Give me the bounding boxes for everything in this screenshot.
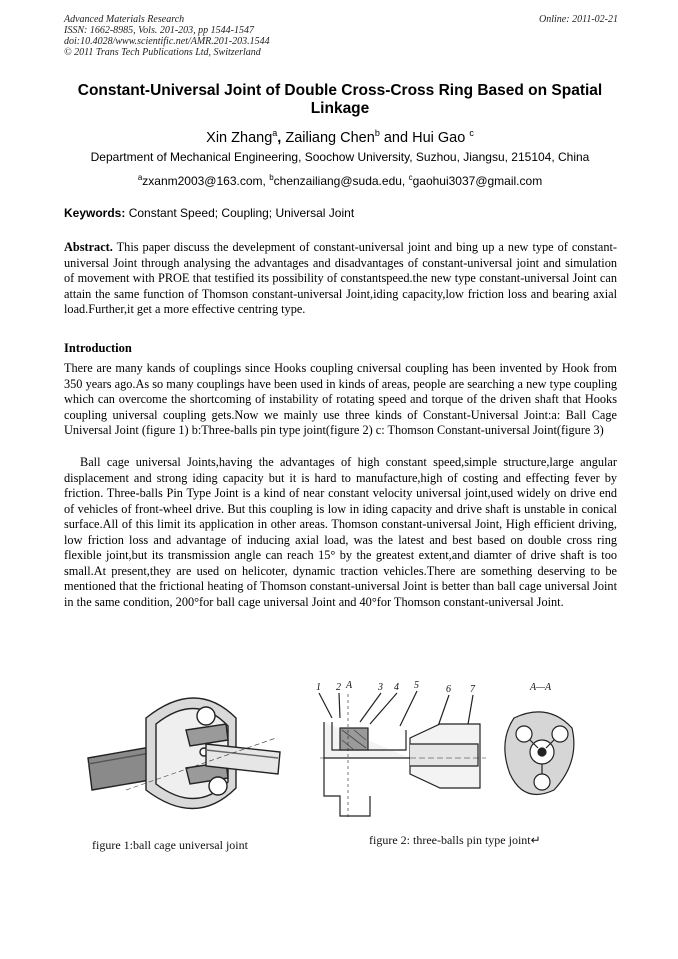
email-superscript: b <box>269 173 274 182</box>
author-list <box>62 125 618 147</box>
section-label: A—A <box>530 682 552 693</box>
keywords <box>64 206 618 220</box>
intro-paragraph-2: Ball cage universal Joints,having the advantages of high constant speed,simple structure,large angular displacement and strong iding capacity but it is hard to manufacture,high of costing and effecting fever by friction. Three-balls Pin Type Joint is a kind of near constant velocity universal joint,used widely on drive end of vehicles of front-wheel drive. But this coupling is low in iding capacity and drive shaft is unstable in conical surface.All of this limit its application in other areas. Thomson constant-universal Joint, High efficient driving, low friction loss and advantage of inducing axial load, was the latest and best based on double cross ring flexible joint,but its transmission angle can reach 15° by the greatest extent,and diamter of drive shaft is too small.At present,they are used on helicoter, dynamic traction vehicles.There are something deserving to be mentioned that the frictional heating of Thomson constant-universal Joint is better than ball cage universal Joint in the same condition, 200°for ball cage universal Joint and 40°for Thomson constant-universal Joint. <box>64 455 617 609</box>
callout-label: 1 <box>316 682 321 693</box>
abstract <box>64 240 617 318</box>
author-separator: , <box>277 129 286 146</box>
section-heading-introduction: Introduction <box>64 341 132 355</box>
callout-label: 5 <box>414 680 419 691</box>
figure-2-three-balls-pin-joint <box>310 678 582 830</box>
email-address: zxanm2003@163.com, <box>142 174 270 188</box>
issn-line: ISSN: 1662-8985, Vols. 201-203, pp 1544-1547 <box>64 25 254 36</box>
callout-label: 4 <box>394 682 399 693</box>
abstract-label: Abstract. <box>64 240 113 254</box>
figure-1-ball-cage-joint <box>86 678 282 828</box>
author-name: Hui Gao <box>412 129 466 146</box>
author-name: Xin Zhang <box>206 129 273 146</box>
doi-line: doi:10.4028/www.scientific.net/AMR.201-203.1544 <box>64 36 270 47</box>
copyright-line: © 2011 Trans Tech Publications Ltd, Switzerland <box>64 47 261 58</box>
callout-label: 3 <box>378 682 383 693</box>
email-address: chenzailiang@suda.edu, <box>273 174 409 188</box>
journal-name: Advanced Materials Research <box>64 14 185 25</box>
figure-1-caption: figure 1:ball cage universal joint <box>92 838 248 852</box>
callout-label: A <box>346 680 353 691</box>
author-separator: and <box>379 129 413 146</box>
keywords-text: Constant Speed; Coupling; Universal Joint <box>125 206 355 220</box>
affiliation: Department of Mechanical Engineering, Soochow University, Suzhou, Jiangsu, 215104, China <box>90 150 590 164</box>
callout-label: 7 <box>470 684 475 695</box>
author-superscript: c <box>469 128 474 138</box>
running-header <box>64 14 618 58</box>
intro-paragraph-1: There are many kands of couplings since Hooks coupling cniversal coupling has been invented by Hook from 350 years ago.As so many couplings have been used in kinds of areas, people are searching a new type coupling which can overcome the shortcoming of instability of rotating speed and torque of the driven shaft that Hooks coupling universal coupling gets.Now we mainly use three kinds of Constant-Universal Joint:a: Ball Cage Universal Joint (figure 1) b:Three-balls pin type joint(figure 2) c: Thomson Constant-universal Joint(figure 3) <box>64 361 617 437</box>
keywords-label: Keywords: <box>64 206 126 220</box>
online-date: Online: 2011-02-21 <box>539 14 618 25</box>
callout-label: 6 <box>446 684 451 695</box>
paper-title: Constant-Universal Joint of Double Cross-Cross Ring Based on Spatial Linkage <box>77 82 603 117</box>
email-address: gaohui3037@gmail.com <box>412 174 543 188</box>
author-name: Zailiang Chen <box>285 129 375 146</box>
callout-label: 2 <box>336 682 341 693</box>
email-superscript: a <box>137 173 143 182</box>
abstract-text: This paper discuss the develepment of constant-universal joint and bing up a new type of constant-universal Joint through analysing the advantages and disadvantages of constant-universal joint and simulation of movement with PROE that testified its possibility of constantspeed.the new type constant-universal Joint can attain the same function of Thomson constant-universal Joint,iding capacity,low friction loss and bearing axial load.Further,it get a more effective centring type. <box>64 240 617 316</box>
author-superscript: a <box>272 128 278 138</box>
figure-2-caption: figure 2: three-balls pin type joint↵ <box>369 833 541 847</box>
author-emails <box>62 171 618 188</box>
email-superscript: c <box>408 173 413 182</box>
author-superscript: b <box>374 128 380 138</box>
